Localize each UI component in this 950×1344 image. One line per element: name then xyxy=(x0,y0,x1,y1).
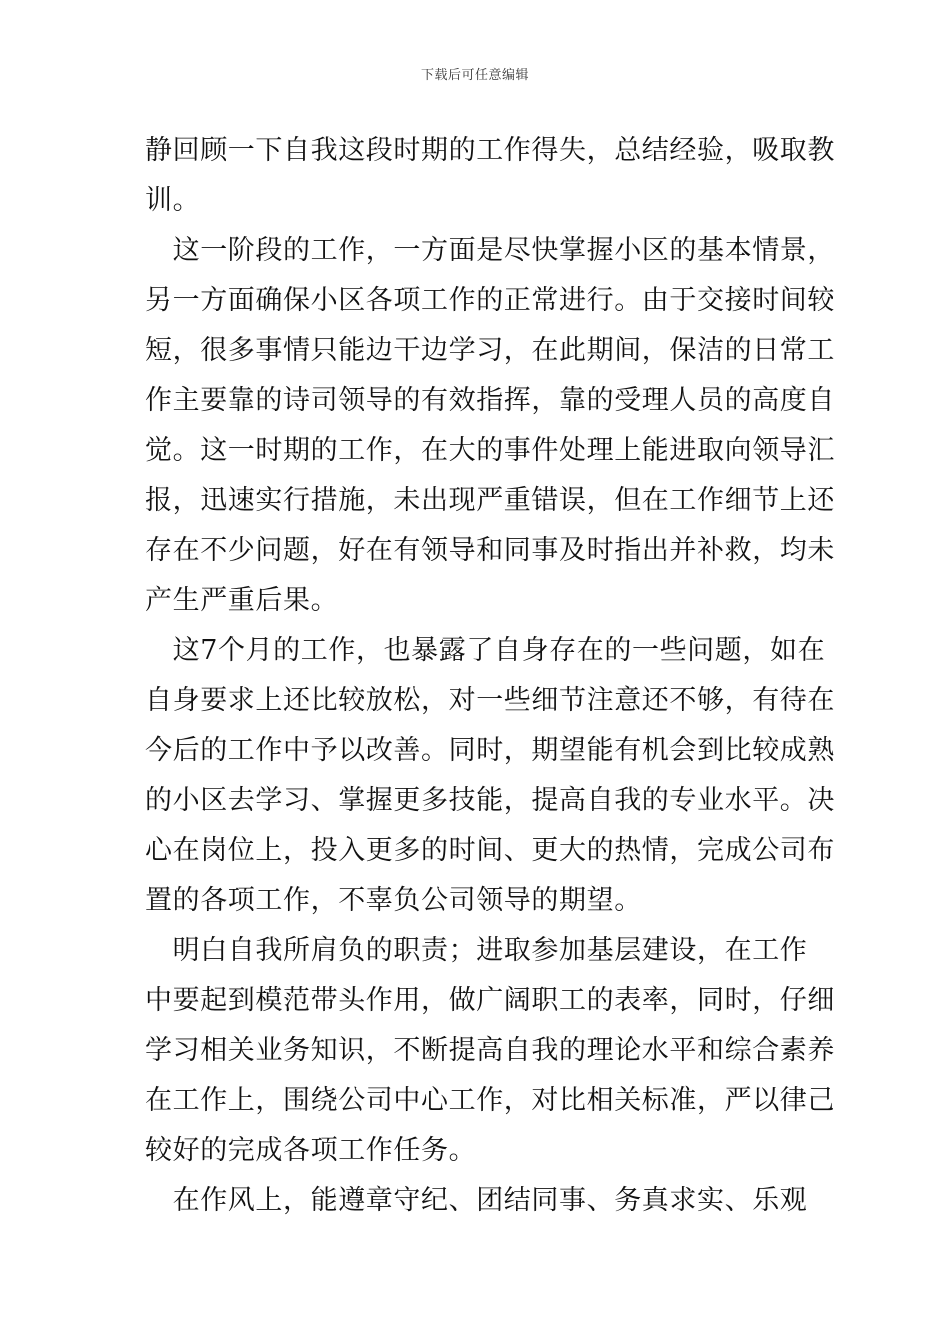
text-line: 产生严重后果。 xyxy=(145,585,339,616)
text-line: 短，很多事情只能边干边学习，在此期间，保洁的日常工 xyxy=(145,335,835,366)
text-line: 今后的工作中予以改善。同时，期望能有机会到比较成熟 xyxy=(145,735,835,766)
text-line: 的小区去学习、掌握更多技能，提高自我的专业水平。决 xyxy=(145,785,835,816)
page-header: 下载后可任意编辑 xyxy=(420,68,529,83)
text-line: 觉。这一时期的工作，在大的事件处理上能进取向领导汇 xyxy=(145,435,835,466)
text-line: 置的各项工作，不辜负公司领导的期望。 xyxy=(145,885,642,916)
text-line: 学习相关业务知识，不断提高自我的理论水平和综合素养 xyxy=(145,1035,835,1066)
text-line: 报，迅速实行措施，未出现严重错误，但在工作细节上还 xyxy=(145,485,835,516)
text-line: 另一方面确保小区各项工作的正常进行。由于交接时间较 xyxy=(145,285,835,316)
text-line: 心在岗位上，投入更多的时间、更大的热情，完成公司布 xyxy=(145,835,835,866)
text-line: 存在不少问题，好在有领导和同事及时指出并补救，均未 xyxy=(145,535,835,566)
text-line: 这7个月的工作，也暴露了自身存在的一些问题，如在 xyxy=(145,635,826,666)
document-body xyxy=(145,126,835,1226)
text-line: 较好的完成各项工作任务。 xyxy=(145,1135,477,1166)
text-line: 作主要靠的诗司领导的有效指挥，靠的受理人员的高度自 xyxy=(145,385,835,416)
text-line: 在作风上，能遵章守纪、团结同事、务真求实、乐观 xyxy=(145,1185,808,1216)
text-line: 在工作上，围绕公司中心工作，对比相关标准，严以律己 xyxy=(145,1085,835,1116)
text-line: 静回顾一下自我这段时期的工作得失，总结经验，吸取教 xyxy=(145,135,835,166)
text-line: 中要起到模范带头作用，做广阔职工的表率，同时，仔细 xyxy=(145,985,835,1016)
text-line: 明白自我所肩负的职责；进取参加基层建设，在工作 xyxy=(145,935,808,966)
text-line: 训。 xyxy=(145,185,201,216)
text-line: 自身要求上还比较放松，对一些细节注意还不够，有待在 xyxy=(145,685,835,716)
text-line: 这一阶段的工作，一方面是尽快掌握小区的基本情景， xyxy=(145,235,835,266)
